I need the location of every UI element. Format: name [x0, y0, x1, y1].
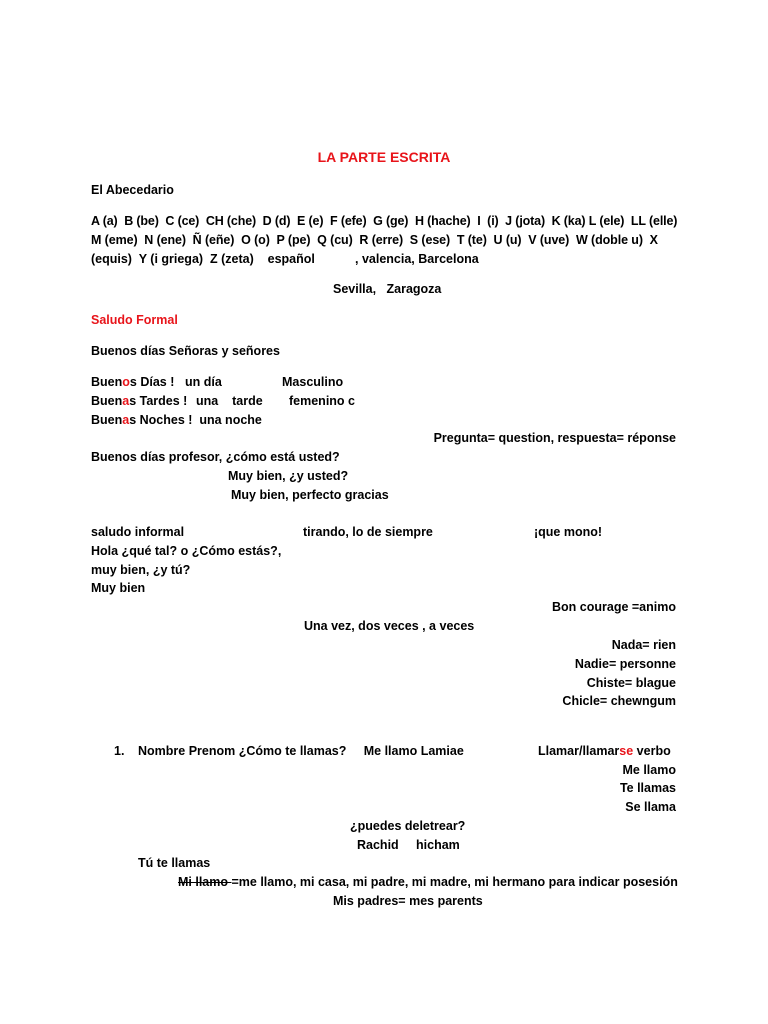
muy-bien-line: Muy bien — [91, 581, 146, 595]
que-mono: ¡que mono! — [534, 525, 603, 539]
names-line: Rachid hicham — [357, 838, 460, 852]
muy-bien-usted-line: Muy bien, ¿y usted? — [228, 469, 349, 483]
alphabet-line-3-cities: , valencia, Barcelona — [355, 252, 479, 266]
tu-te-llamas: Tú te llamas — [138, 856, 211, 870]
posesion-line: Mi llamo =me llamo, mi casa, mi padre, mi madre, mi hermano para indicar posesión — [178, 875, 678, 889]
alphabet-line-4-cities: Sevilla, Zaragoza — [333, 282, 442, 296]
te-llamas: Te llamas — [619, 781, 676, 795]
mis-padres-line: Mis padres= mes parents — [333, 894, 483, 908]
page-title: LA PARTE ESCRITA — [317, 149, 451, 165]
nada-line: Nada= rien — [611, 638, 676, 652]
abecedario-heading: El Abecedario — [91, 183, 174, 197]
deletrear-question: ¿puedes deletrear? — [350, 819, 466, 833]
saludo-informal-label: saludo informal — [91, 525, 185, 539]
formal-greeting-line: Buenos días Señoras y señores — [91, 344, 280, 358]
muy-bien-perfecto-line: Muy bien, perfecto gracias — [231, 488, 389, 502]
buenas-noches-line: Buenas Noches ! una noche — [91, 413, 262, 427]
femenino: femenino c — [289, 394, 355, 408]
alphabet-line-2: M (eme) N (ene) Ñ (eñe) O (o) P (pe) Q (cu) R (erre) S (ese) T (te) U (u) V (uve) W (doble u) X — [91, 233, 658, 247]
masculino: Masculino — [282, 375, 344, 389]
chicle-line: Chicle= chewngum — [562, 694, 676, 708]
una-tarde: una tarde — [196, 394, 263, 408]
saludo-formal-heading: Saludo Formal — [91, 313, 178, 327]
profesor-line: Buenos días profesor, ¿cómo está usted? — [91, 450, 340, 464]
bon-courage-line: Bon courage =animo — [552, 600, 676, 614]
list-number: 1. — [114, 744, 125, 758]
alphabet-line-1: A (a) B (be) C (ce) CH (che) D (d) E (e) F (efe) G (ge) H (hache) I (i) J (jota) K (ka) L (ele) LL (elle) — [91, 214, 678, 228]
chiste-line: Chiste= blague — [586, 676, 676, 690]
nombre-question: Nombre Prenom ¿Cómo te llamas? Me llamo Lamiae — [138, 744, 464, 758]
nadie-line: Nadie= personne — [574, 657, 676, 671]
un-dia: un día — [185, 375, 222, 389]
muy-bien-tu-line: muy bien, ¿y tú? — [91, 563, 191, 577]
alphabet-line-3: (equis) Y (i griega) Z (zeta) español — [91, 252, 315, 266]
tirando-line: tirando, lo de siempre — [303, 525, 433, 539]
una-vez-line: Una vez, dos veces , a veces — [304, 619, 475, 633]
buenas-tardes-line: Buenas Tardes ! — [91, 394, 188, 408]
me-llamo: Me llamo — [622, 763, 676, 777]
se-llama: Se llama — [625, 800, 676, 814]
pregunta-line: Pregunta= question, respuesta= réponse — [433, 431, 676, 445]
buenos-dias-line: Buenos Días ! — [91, 375, 175, 389]
mi-llamo-struck: Mi llamo — [178, 875, 232, 889]
llamar-verbo: Llamar/llamarse verbo — [538, 744, 671, 758]
hola-line: Hola ¿qué tal? o ¿Cómo estás?, — [91, 544, 282, 558]
